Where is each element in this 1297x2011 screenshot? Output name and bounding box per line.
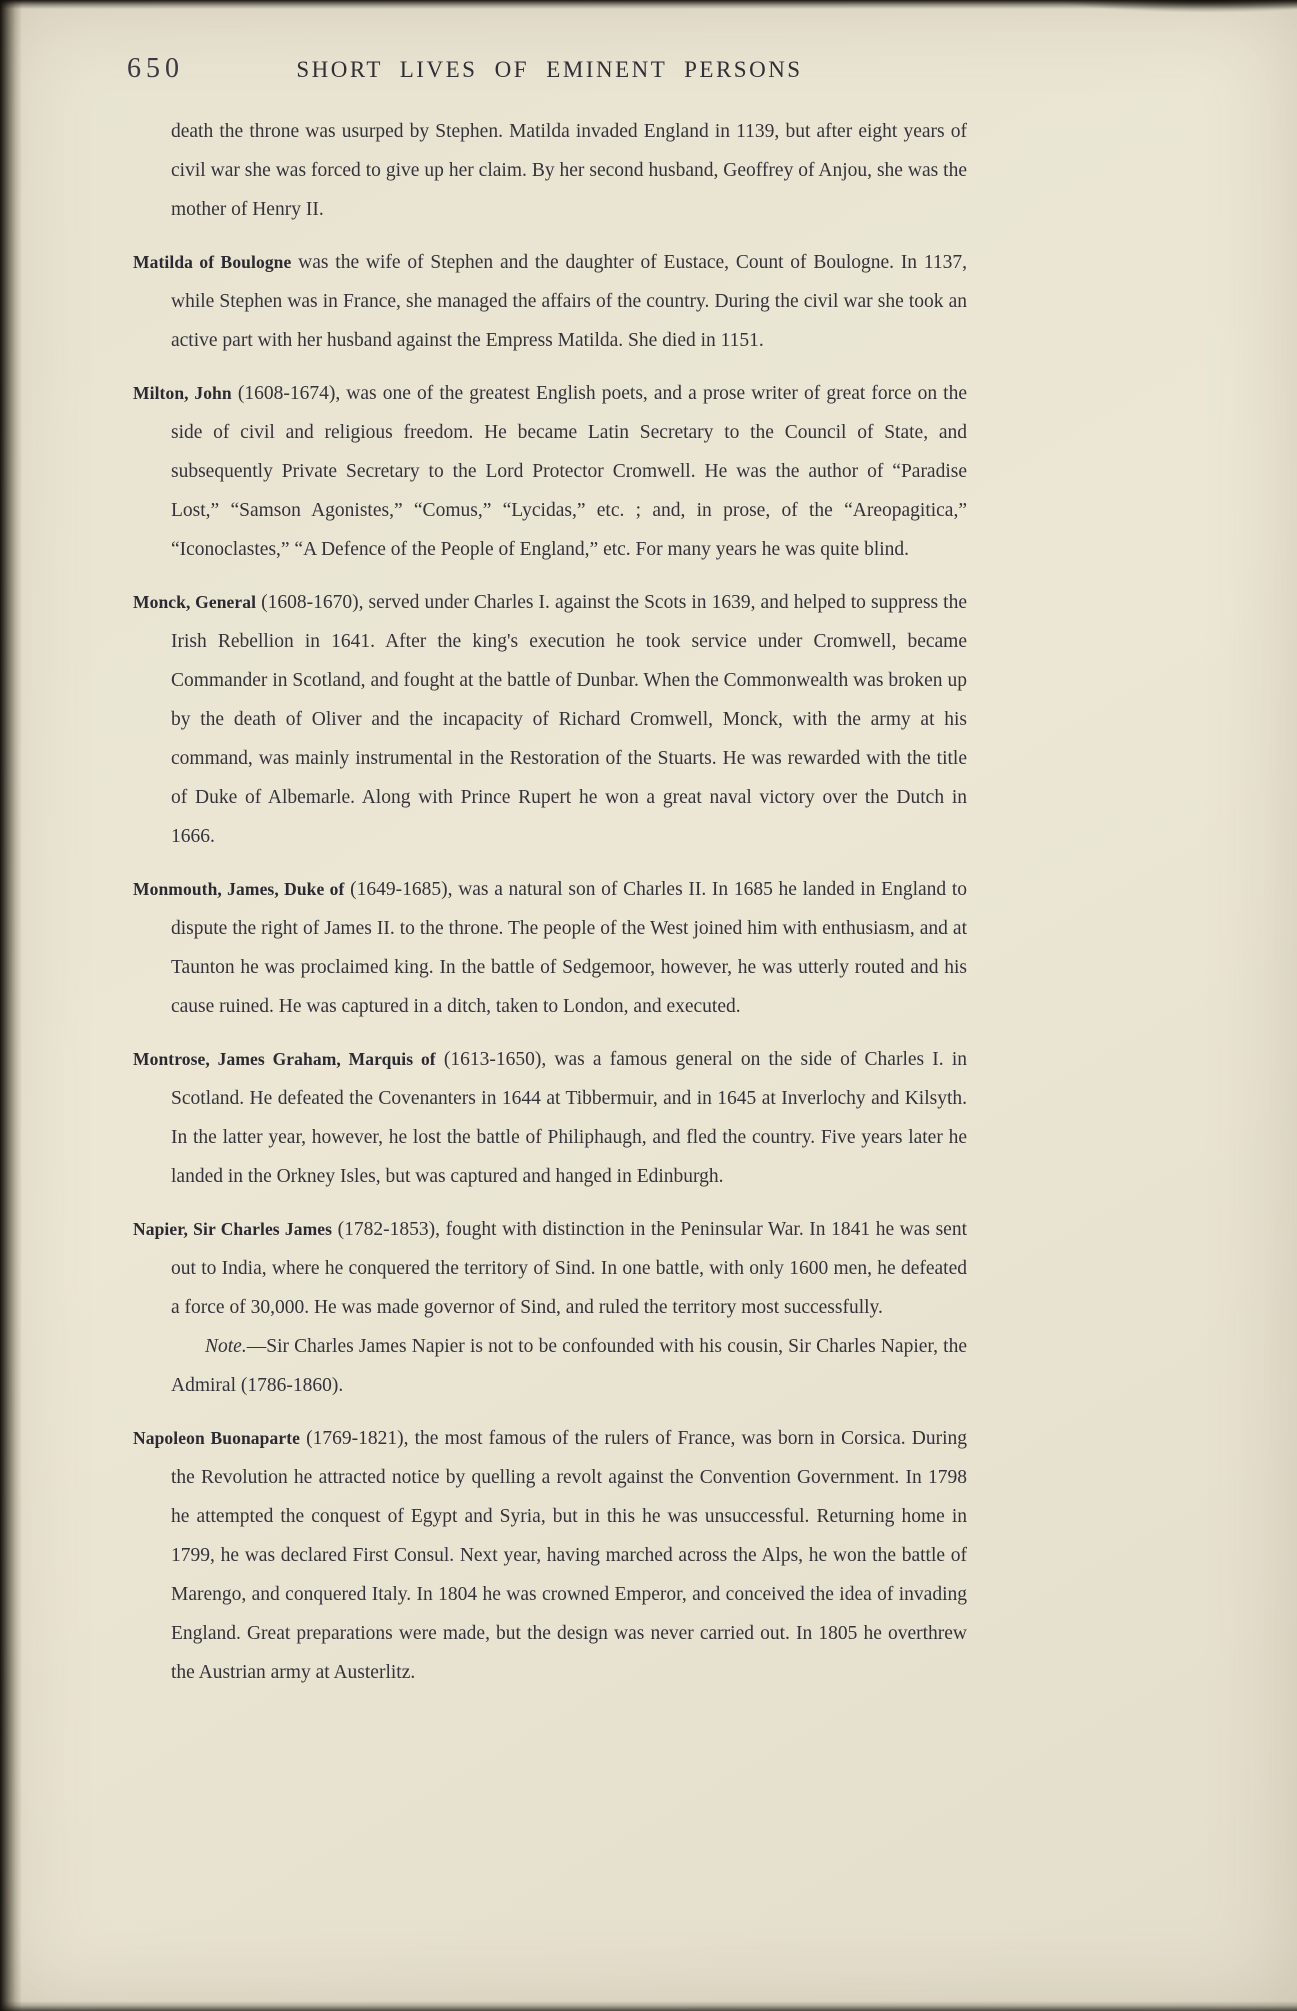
entry-continuation xyxy=(133,112,967,229)
entry-matilda-of-boulogne xyxy=(133,243,967,360)
entry-napier-sir-charles-james xyxy=(133,1210,967,1327)
scan-edge-left xyxy=(0,0,22,2011)
entry-milton-john xyxy=(133,374,967,569)
entry-heading: Napoleon Buonaparte xyxy=(133,1428,301,1448)
page-body xyxy=(133,112,967,1692)
entry-napier-group xyxy=(133,1210,967,1405)
entry-heading: Montrose, James Graham, Marquis of xyxy=(133,1049,436,1069)
entry-text: (1769-1821), the most famous of the rulers of France, was born in Corsica. During the Revolution he attracted notice by quelling a revolt against the Convention Government. In 1798 he attempted the conquest of Egypt and Syria, but in this he was unsuccessful. Returning home in 1799, he was declared First Consul. Next year, having marched across the Alps, he won the battle of Marengo, and conquered Italy. In 1804 he was crowned Emperor, and conceived the idea of invading England. Great preparations were made, but the design was never carried out. In 1805 he overthrew the Austrian army at Austerlitz. xyxy=(171,1428,967,1683)
page-title: SHORT LIVES OF EMINENT PERSONS xyxy=(296,57,803,82)
entry-napoleon-buonaparte xyxy=(133,1419,967,1692)
scan-edge-top xyxy=(0,0,1297,9)
scan-edge-bottom xyxy=(0,2001,1297,2011)
entry-monmouth-james xyxy=(133,870,967,1026)
entry-heading: Milton, John xyxy=(133,383,232,403)
entry-text: (1608-1674), was one of the greatest English poets, and a prose writer of great force on the side of civil and religious freedom. He became Latin Secretary to the Council of State, and subsequently Private Secretary to the Lord Protector Cromwell. He was the author of “Paradise Lost,” “Samson Agonistes,” “Comus,” “Lycidas,” etc. ; and, in prose, of the “Areopagitica,” “Iconoclastes,” “A Defence of the People of England,” etc. For many years he was quite blind. xyxy=(171,383,968,560)
note-label: Note. xyxy=(205,1336,247,1357)
note-text: —Sir Charles James Napier is not to be confounded with his cousin, Sir Charles Napier, the Admiral (1786-1860). xyxy=(171,1336,967,1396)
entry-text: death the throne was usurped by Stephen. Matilda invaded England in 1139, but after eight years of civil war she was forced to give up her claim. By her second husband, Geoffrey of Anjou, she was the mother of Henry II. xyxy=(171,121,967,220)
entry-heading: Monck, General xyxy=(133,592,257,612)
entry-text: (1782-1853), fought with distinction in the Peninsular War. In 1841 he was sent out to India, where he conquered the territory of Sind. In one battle, with only 1600 men, he defeated a force of 30,000. He was made governor of Sind, and ruled the territory most successfully. xyxy=(171,1219,967,1318)
entry-heading: Napier, Sir Charles James xyxy=(133,1219,333,1239)
page-number: 650 xyxy=(127,53,184,84)
entry-heading: Monmouth, James, Duke of xyxy=(133,879,345,899)
entry-note xyxy=(133,1327,967,1405)
entry-text: (1613-1650), was a famous general on the side of Charles I. in Scotland. He defeated the Covenanters in 1644 at Tibbermuir, and in 1645 at Inverlochy and Kilsyth. In the latter year, however, he lost the battle of Philiphaugh, and fled the country. Five years later he landed in the Orkney Isles, but was captured and hanged in Edinburgh. xyxy=(171,1049,967,1187)
entry-montrose-james-graham xyxy=(133,1040,967,1196)
entry-monck-general xyxy=(133,583,967,856)
page-header xyxy=(127,52,966,88)
entry-text: was the wife of Stephen and the daughter of Eustace, Count of Boulogne. In 1137, while Stephen was in France, she managed the affairs of the country. During the civil war she took an active part with her husband against the Empress Matilda. She died in 1151. xyxy=(171,252,967,351)
entry-heading: Matilda of Boulogne xyxy=(133,252,292,272)
scan-edge-top-right xyxy=(977,0,1297,18)
entry-text: (1649-1685), was a natural son of Charles II. In 1685 he landed in England to dispute the right of James II. to the throne. The people of the West joined him with enthusiasm, and at Taunton he was proclaimed king. In the battle of Sedgemoor, however, he was utterly routed and his cause ruined. He was captured in a ditch, taken to London, and executed. xyxy=(171,879,968,1017)
entry-text: (1608-1670), served under Charles I. against the Scots in 1639, and helped to suppress the Irish Rebellion in 1641. After the king's execution he took service under Cromwell, became Commander in Scotland, and fought at the battle of Dunbar. When the Commonwealth was broken up by the death of Oliver and the incapacity of Richard Cromwell, Monck, with the army at his command, was mainly instrumental in the Restoration of the Stuarts. He was rewarded with the title of Duke of Albemarle. Along with Prince Rupert he won a great naval victory over the Dutch in 1666. xyxy=(171,592,967,847)
